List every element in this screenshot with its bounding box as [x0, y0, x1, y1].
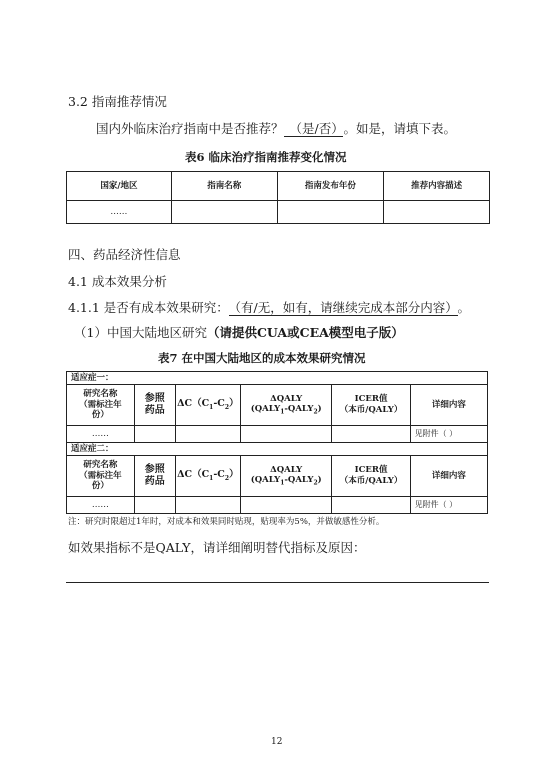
cost-effect-question-label: 4.1.1 是否有成本效果研究： — [68, 300, 229, 315]
table7-cell[interactable]: …… — [67, 497, 135, 514]
cost-effect-end: 。 — [457, 300, 471, 315]
dqaly-b: -QALY — [284, 404, 314, 415]
table7-indication-1: 适应症一： — [67, 372, 488, 385]
table7-cell[interactable] — [332, 426, 410, 443]
guideline-answer-field[interactable]: （是/否） — [284, 121, 344, 137]
icer-line2: （本币/QALY） — [339, 476, 403, 486]
answer-line[interactable] — [66, 582, 489, 583]
table7-attachment[interactable]: 见附件（ ） — [410, 497, 487, 514]
study-header-line3: 份） — [91, 410, 109, 421]
china-study-prefix: （1）中国大陆地区研究 — [74, 325, 207, 340]
dqaly-s1: 1 — [280, 479, 285, 487]
table7-header-delta-cost — [175, 456, 240, 497]
dc-end: ） — [229, 398, 239, 410]
table7-cell[interactable] — [175, 426, 240, 443]
dqaly-line2 — [241, 475, 332, 487]
guideline-followup-text: 。如是，请填下表。 — [343, 121, 456, 136]
table7-attachment[interactable]: 见附件（ ） — [410, 426, 487, 443]
ref-header-line1: 参照 — [144, 463, 165, 475]
table6-header-content: 推荐内容描述 — [384, 172, 490, 201]
table6-cell[interactable] — [277, 201, 384, 224]
study-header-line1: 研究名称 — [83, 460, 118, 471]
table6-header-country: 国家/地区 — [67, 172, 172, 201]
dqaly-a: (QALY — [250, 404, 281, 415]
table7-header-delta-qaly — [240, 385, 332, 426]
icer-line1: ICER值 — [354, 465, 388, 476]
table7-header-detail: 详细内容 — [410, 385, 487, 426]
table7-header-reference — [134, 456, 175, 497]
dc-s2: 2 — [224, 404, 230, 412]
dc-mid: -C — [213, 398, 225, 410]
table7-cell[interactable]: …… — [67, 426, 135, 443]
page-number: 12 — [271, 737, 283, 747]
table7-caption: 表7 在中国大陆地区的成本效果研究情况 — [158, 351, 366, 365]
ref-header-line1: 参照 — [144, 392, 165, 404]
dc-s1: 1 — [209, 475, 214, 483]
guideline-question-text: 国内外临床治疗指南中是否推荐？ — [96, 121, 284, 136]
study-header-line2: （需标注年 — [79, 470, 122, 481]
table7-note: 注：研究时限超过1年时，对成本和效果同时贴现，贴现率为5%，并做敏感性分析。 — [68, 517, 385, 527]
cost-effect-question — [68, 298, 470, 316]
table6-header-year: 指南发布年份 — [277, 172, 384, 201]
study-header-line1: 研究名称 — [83, 389, 118, 400]
dqaly-b: -QALY — [284, 475, 314, 486]
dqaly-c: ) — [317, 404, 322, 415]
table7-header-reference — [134, 385, 175, 426]
table7-cell[interactable] — [240, 426, 332, 443]
table7-indication-2: 适应症二： — [67, 443, 488, 456]
table7-header-study — [67, 385, 135, 426]
dqaly-a: (QALY — [250, 475, 281, 486]
table7-header-icer — [332, 456, 410, 497]
ref-header-line2: 药品 — [144, 405, 165, 416]
table7-header-study — [67, 456, 135, 497]
table6-cell[interactable]: …… — [67, 201, 172, 224]
dc-s1: 1 — [209, 404, 214, 412]
table7-header-delta-qaly — [240, 456, 332, 497]
qaly-prompt: 如效果指标不是QALY，请详细阐明替代指标及原因： — [68, 540, 366, 555]
guideline-question — [96, 119, 456, 137]
table7 — [66, 371, 488, 514]
table7-cell[interactable] — [134, 497, 175, 514]
section-4-heading: 四、药品经济性信息 — [68, 247, 181, 262]
table6-cell[interactable] — [384, 201, 490, 224]
table6 — [66, 171, 490, 224]
section-4-1-heading: 4.1 成本效果分析 — [68, 274, 167, 289]
dqaly-line1: ΔQALY — [270, 393, 303, 404]
ref-header-line2: 药品 — [144, 476, 165, 487]
cost-effect-answer-field[interactable]: （有/无，如有，请继续完成本部分内容） — [229, 300, 458, 316]
dc-a: ΔC（C — [177, 398, 210, 410]
dc-end: ） — [229, 469, 239, 481]
study-header-line3: 份） — [91, 481, 109, 492]
table6-header-guideline: 指南名称 — [171, 172, 277, 201]
table7-cell[interactable] — [175, 497, 240, 514]
table7-header-delta-cost — [175, 385, 240, 426]
dqaly-line2 — [241, 404, 332, 416]
dqaly-line1: ΔQALY — [270, 464, 303, 475]
icer-line1: ICER值 — [354, 394, 388, 405]
table7-cell[interactable] — [134, 426, 175, 443]
table6-caption: 表6 临床治疗指南推荐变化情况 — [185, 150, 347, 164]
table7-cell[interactable] — [240, 497, 332, 514]
china-study-note: （请提供CUA或CEA模型电子版） — [206, 325, 404, 340]
study-header-line2: （需标注年 — [79, 399, 122, 410]
dqaly-s1: 1 — [280, 408, 285, 416]
dc-s2: 2 — [224, 475, 230, 483]
table6-cell[interactable] — [171, 201, 277, 224]
dc-a: ΔC（C — [177, 469, 210, 481]
table7-header-icer — [332, 385, 410, 426]
dc-mid: -C — [213, 469, 225, 481]
table7-cell[interactable] — [332, 497, 410, 514]
china-study-line — [74, 323, 404, 341]
table7-header-detail: 详细内容 — [410, 456, 487, 497]
dqaly-c: ) — [317, 475, 322, 486]
section-3-2-heading: 3.2 指南推荐情况 — [68, 94, 167, 109]
dqaly-s2: 2 — [313, 479, 318, 487]
dqaly-s2: 2 — [313, 408, 318, 416]
icer-line2: （本币/QALY） — [339, 405, 403, 415]
